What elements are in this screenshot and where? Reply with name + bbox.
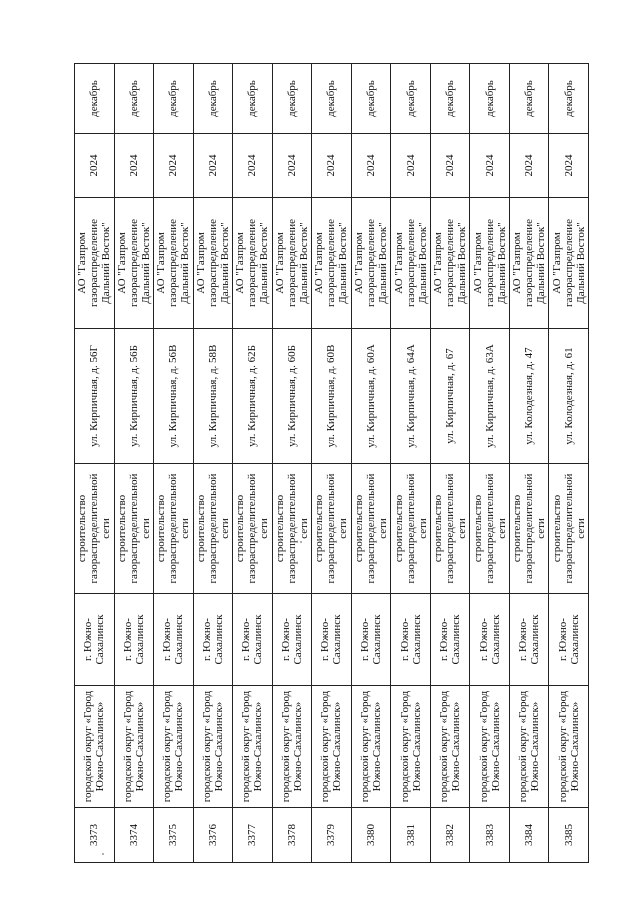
settlement-cell: г. Южно-Сахалинск (75, 594, 115, 686)
settlement-cell: г. Южно-Сахалинск (549, 594, 589, 686)
work-type-cell: строительство газораспределительной сети (391, 464, 431, 594)
address-cell: ул. Колодезная, д. 47 (509, 329, 549, 464)
document-page (74, 64, 589, 863)
municipality-cell: городской округ «Город Южно-Сахалинск» (430, 686, 470, 808)
year-cell: 2024 (154, 134, 194, 198)
municipality-cell: городской округ «Город Южно-Сахалинск» (312, 686, 352, 808)
organization-cell: АО "Газпром газораспределение Дальний Восток" (75, 198, 115, 329)
row-number: 3373 (75, 808, 115, 863)
address-cell: ул. Кирпичная, д. 62Б (233, 329, 273, 464)
work-type-cell: строительство газораспределительной сети (509, 464, 549, 594)
organization-cell: АО "Газпром газораспределение Дальний Восток" (549, 198, 589, 329)
row-number: 3384 (509, 808, 549, 863)
month-cell: декабрь (233, 64, 273, 134)
row-number: 3377 (233, 808, 273, 863)
address-cell: ул. Кирпичная, д. 56Г (75, 329, 115, 464)
municipality-cell: городской округ «Город Южно-Сахалинск» (391, 686, 431, 808)
settlement-cell: г. Южно-Сахалинск (272, 594, 312, 686)
organization-cell: АО "Газпром газораспределение Дальний Восток" (154, 198, 194, 329)
address-cell: ул. Кирпичная, д. 56Б (114, 329, 154, 464)
address-cell: ул. Кирпичная, д. 60А (351, 329, 391, 464)
year-cell: 2024 (114, 134, 154, 198)
table-row (272, 64, 312, 863)
year-cell: 2024 (193, 134, 233, 198)
settlement-cell: г. Южно-Сахалинск (312, 594, 352, 686)
gas-network-registry-table (74, 63, 589, 863)
work-type-cell: строительство газораспределительной сети (549, 464, 589, 594)
settlement-cell: г. Южно-Сахалинск (193, 594, 233, 686)
row-number: 3383 (470, 808, 510, 863)
table-row (391, 64, 431, 863)
table-row (233, 64, 273, 863)
settlement-cell: г. Южно-Сахалинск (509, 594, 549, 686)
municipality-cell: городской округ «Город Южно-Сахалинск» (75, 686, 115, 808)
organization-cell: АО "Газпром газораспределение Дальний Восток" (312, 198, 352, 329)
month-cell: декабрь (312, 64, 352, 134)
organization-cell: АО "Газпром газораспределение Дальний Восток" (193, 198, 233, 329)
month-cell: декабрь (154, 64, 194, 134)
month-cell: декабрь (391, 64, 431, 134)
year-cell: 2024 (549, 134, 589, 198)
table-row (75, 64, 115, 863)
row-number: 3376 (193, 808, 233, 863)
settlement-cell: г. Южно-Сахалинск (391, 594, 431, 686)
year-cell: 2024 (391, 134, 431, 198)
year-cell: 2024 (430, 134, 470, 198)
row-number: 3375 (154, 808, 194, 863)
work-type-cell: строительство газораспределительной сети (193, 464, 233, 594)
address-cell: ул. Кирпичная, д. 56В (154, 329, 194, 464)
work-type-cell: строительство газораспределительной сети (272, 464, 312, 594)
table-row (549, 64, 589, 863)
work-type-cell: строительство газораспределительной сети (351, 464, 391, 594)
work-type-cell: строительство газораспределительной сети (114, 464, 154, 594)
settlement-cell: г. Южно-Сахалинск (154, 594, 194, 686)
month-cell: декабрь (470, 64, 510, 134)
municipality-cell: городской округ «Город Южно-Сахалинск» (193, 686, 233, 808)
month-cell: декабрь (193, 64, 233, 134)
row-number: 3379 (312, 808, 352, 863)
address-cell: ул. Кирпичная, д. 64А (391, 329, 431, 464)
row-number: 3382 (430, 808, 470, 863)
address-cell: ул. Кирпичная, д. 63А (470, 329, 510, 464)
month-cell: декабрь (509, 64, 549, 134)
row-number: 3385 (549, 808, 589, 863)
month-cell: декабрь (549, 64, 589, 134)
municipality-cell: городской округ «Город Южно-Сахалинск» (272, 686, 312, 808)
scan-speck (102, 853, 104, 855)
municipality-cell: городской округ «Город Южно-Сахалинск» (470, 686, 510, 808)
month-cell: декабрь (430, 64, 470, 134)
row-number: 3378 (272, 808, 312, 863)
rotated-table-container (74, 64, 589, 863)
municipality-cell: городской округ «Город Южно-Сахалинск» (154, 686, 194, 808)
row-number: 3380 (351, 808, 391, 863)
table-row (193, 64, 233, 863)
year-cell: 2024 (233, 134, 273, 198)
month-cell: декабрь (351, 64, 391, 134)
table-row (470, 64, 510, 863)
address-cell: ул. Кирпичная, д. 60Б (272, 329, 312, 464)
settlement-cell: г. Южно-Сахалинск (351, 594, 391, 686)
work-type-cell: строительство газораспределительной сети (154, 464, 194, 594)
settlement-cell: г. Южно-Сахалинск (233, 594, 273, 686)
month-cell: декабрь (272, 64, 312, 134)
municipality-cell: городской округ «Город Южно-Сахалинск» (351, 686, 391, 808)
work-type-cell: строительство газораспределительной сети (430, 464, 470, 594)
address-cell: ул. Кирпичная, д. 60В (312, 329, 352, 464)
address-cell: ул. Колодезная, д. 61 (549, 329, 589, 464)
organization-cell: АО "Газпром газораспределение Дальний Восток" (233, 198, 273, 329)
municipality-cell: городской округ «Город Южно-Сахалинск» (509, 686, 549, 808)
settlement-cell: г. Южно-Сахалинск (114, 594, 154, 686)
address-cell: ул. Кирпичная, д. 58В (193, 329, 233, 464)
year-cell: 2024 (351, 134, 391, 198)
table-row (312, 64, 352, 863)
scan-speck (300, 541, 302, 543)
organization-cell: АО "Газпром газораспределение Дальний Восток" (509, 198, 549, 329)
year-cell: 2024 (470, 134, 510, 198)
organization-cell: АО "Газпром газораспределение Дальний Восток" (114, 198, 154, 329)
month-cell: декабрь (114, 64, 154, 134)
organization-cell: АО "Газпром газораспределение Дальний Восток" (272, 198, 312, 329)
table-row (154, 64, 194, 863)
year-cell: 2024 (509, 134, 549, 198)
work-type-cell: строительство газораспределительной сети (312, 464, 352, 594)
organization-cell: АО "Газпром газораспределение Дальний Восток" (470, 198, 510, 329)
work-type-cell: строительство газораспределительной сети (75, 464, 115, 594)
work-type-cell: строительство газораспределительной сети (470, 464, 510, 594)
settlement-cell: г. Южно-Сахалинск (470, 594, 510, 686)
work-type-cell: строительство газораспределительной сети (233, 464, 273, 594)
table-row (114, 64, 154, 863)
municipality-cell: городской округ «Город Южно-Сахалинск» (549, 686, 589, 808)
organization-cell: АО "Газпром газораспределение Дальний Восток" (391, 198, 431, 329)
row-number: 3381 (391, 808, 431, 863)
year-cell: 2024 (272, 134, 312, 198)
year-cell: 2024 (75, 134, 115, 198)
organization-cell: АО "Газпром газораспределение Дальний Восток" (430, 198, 470, 329)
address-cell: ул. Кирпичная, д. 67 (430, 329, 470, 464)
row-number: 3374 (114, 808, 154, 863)
year-cell: 2024 (312, 134, 352, 198)
settlement-cell: г. Южно-Сахалинск (430, 594, 470, 686)
organization-cell: АО "Газпром газораспределение Дальний Восток" (351, 198, 391, 329)
municipality-cell: городской округ «Город Южно-Сахалинск» (114, 686, 154, 808)
table-row (351, 64, 391, 863)
month-cell: декабрь (75, 64, 115, 134)
table-row (509, 64, 549, 863)
municipality-cell: городской округ «Город Южно-Сахалинск» (233, 686, 273, 808)
table-row (430, 64, 470, 863)
